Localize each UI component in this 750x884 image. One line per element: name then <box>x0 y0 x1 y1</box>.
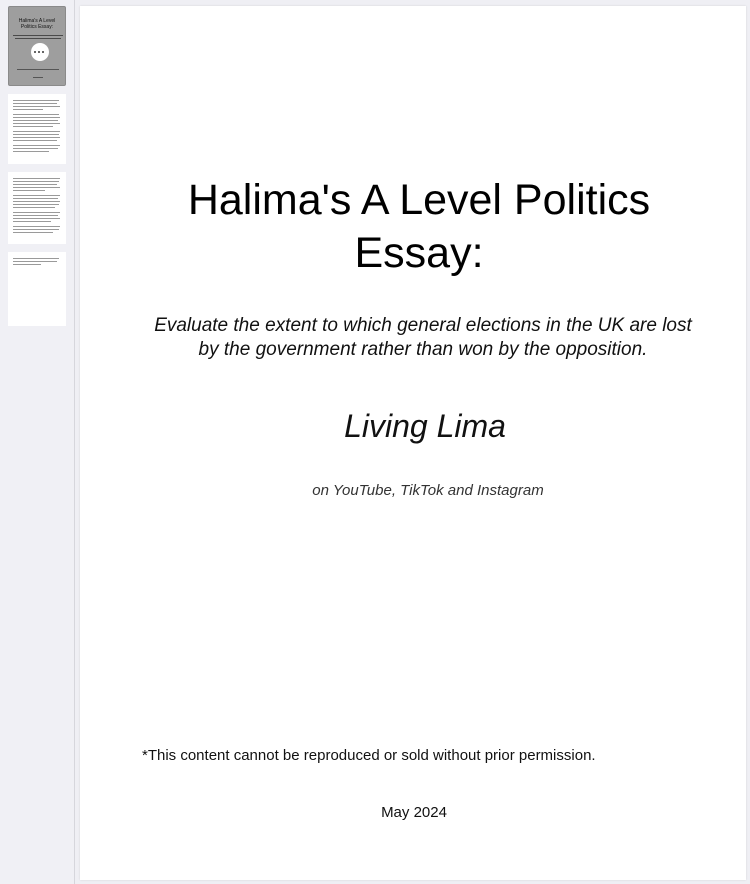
thumbnail-title: Halima's A Level Politics Essay: <box>18 18 56 30</box>
page-thumbnail-1[interactable] <box>8 6 66 86</box>
author-name: Living Lima <box>344 408 506 444</box>
thumbnail-text-line <box>13 178 60 179</box>
essay-title-line-2: Essay: <box>354 229 484 277</box>
essay-question <box>80 314 750 362</box>
thumbnail-text-line <box>17 69 59 70</box>
thumbnail-text-line <box>13 148 58 149</box>
thumbnail-text-line <box>33 77 43 78</box>
thumbnail-text-line <box>13 109 43 110</box>
thumbnail-text-line <box>13 258 59 259</box>
essay-question-line-1: Evaluate the extent to which general elections in the UK are lost <box>154 315 692 336</box>
thumbnail-text-line <box>13 151 49 152</box>
page-thumbnail-2[interactable] <box>8 94 66 164</box>
thumbnail-text-line <box>13 134 59 135</box>
essay-title-line-1: Halima's A Level Politics <box>187 176 651 224</box>
thumbnail-text-line <box>13 184 57 185</box>
thumbnail-text-line <box>13 261 57 262</box>
thumbnail-text-line <box>13 120 58 121</box>
thumbnail-text-line <box>13 103 57 104</box>
essay-question-line-2: by the government rather than won by the opposition. <box>198 339 648 360</box>
thumbnail-text-line <box>13 131 60 132</box>
thumbnail-sidebar[interactable] <box>0 0 75 884</box>
thumbnail-text-line <box>13 221 51 222</box>
thumbnail-text-line <box>13 117 60 118</box>
thumbnail-text-line <box>13 123 60 124</box>
thumbnail-text-line <box>13 137 60 138</box>
thumbnail-text-line <box>13 35 63 36</box>
thumbnail-text-line <box>13 207 55 208</box>
thumbnail-text-line <box>13 145 60 146</box>
document-page <box>80 6 746 880</box>
essay-title <box>80 174 750 280</box>
thumbnail-text-line <box>13 226 60 227</box>
thumbnail-text-line <box>13 187 60 188</box>
thumbnail-text-line <box>13 126 53 127</box>
document-date: May 2024 <box>381 804 447 821</box>
thumbnail-text-line <box>13 218 60 219</box>
thumbnail-text-line <box>13 195 60 196</box>
page-thumbnail-3[interactable] <box>8 172 66 244</box>
thumbnail-text-line <box>13 190 45 191</box>
thumbnail-text-line <box>13 100 59 101</box>
thumbnail-text-line <box>13 229 59 230</box>
thumbnail-text-line <box>15 38 61 39</box>
thumbnail-text-line <box>13 264 41 265</box>
thumbnail-text-line <box>13 212 60 213</box>
thumbnail-text-line <box>13 114 59 115</box>
thumbnail-text-line <box>13 201 60 202</box>
thumbnail-logo-text <box>34 51 46 53</box>
platforms-text: on YouTube, TikTok and Instagram <box>312 482 544 499</box>
thumbnail-text-line <box>13 215 58 216</box>
thumbnail-text-line <box>13 204 59 205</box>
page-thumbnail-4[interactable] <box>8 252 66 326</box>
copyright-disclaimer: *This content cannot be reproduced or sold without prior permission. <box>142 747 596 764</box>
thumbnail-text-line <box>13 181 59 182</box>
thumbnail-text-line <box>13 140 57 141</box>
thumbnail-text-line <box>13 198 58 199</box>
thumbnail-text-line <box>13 106 60 107</box>
thumbnail-text-line <box>13 232 53 233</box>
